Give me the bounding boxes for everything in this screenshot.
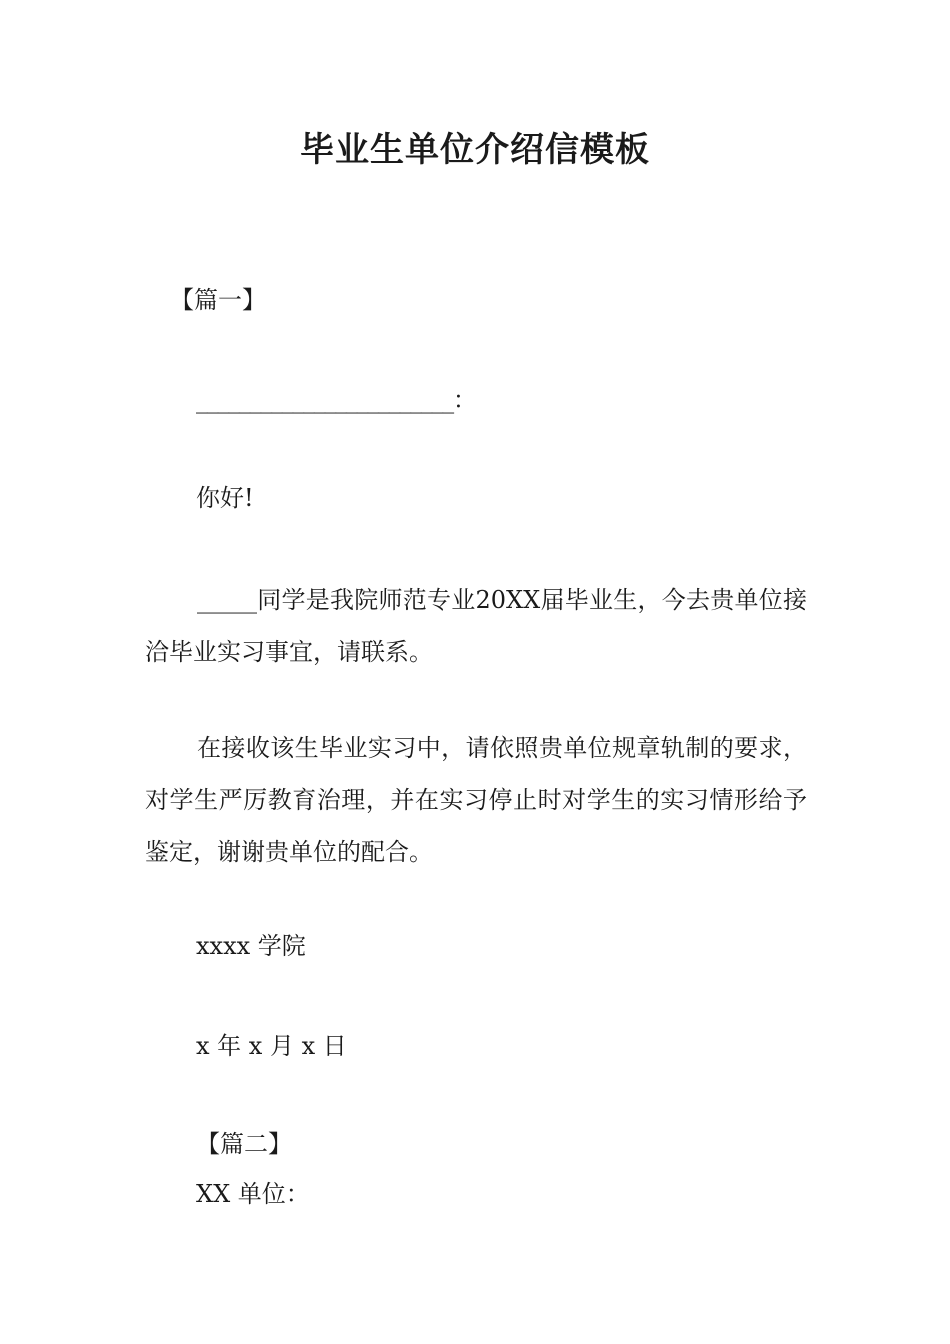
- document-title: 毕业生单位介绍信模板: [300, 130, 650, 170]
- section2-recipient: XX 单位：: [196, 1180, 310, 1208]
- request-paragraph: 在接收该生毕业实习中，请依照贵单位规章轨制的要求，对学生严厉教育治理，并在实习停止时对学生的实习情形给予鉴定，谢谢贵单位的配合。: [145, 734, 807, 866]
- recipient-line: [196, 384, 477, 416]
- section1-heading: 【篇一】: [170, 286, 266, 314]
- signature-date: x 年 x 月 x 日: [196, 1032, 347, 1060]
- recipient-colon: ：: [452, 386, 477, 414]
- greeting: 你好!: [196, 484, 254, 512]
- recipient-blank: ________________________: [196, 386, 453, 414]
- section2-heading: 【篇二】: [196, 1130, 292, 1158]
- signature-institution: xxxx 学院: [196, 932, 306, 960]
- intro-paragraph: _____同学是我院师范专业20XX届毕业生，今去贵单位接洽毕业实习事宜，请联系。: [145, 586, 807, 666]
